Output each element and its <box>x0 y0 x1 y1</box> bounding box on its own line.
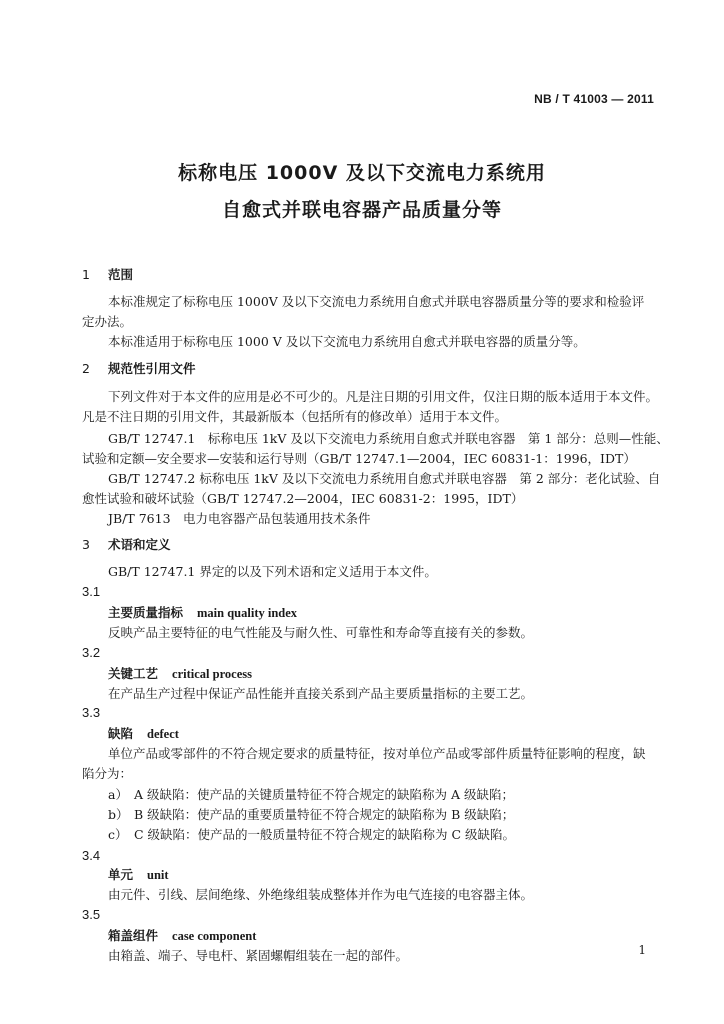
page-number: 1 <box>638 943 646 957</box>
term-3-3-en: defect <box>147 727 179 741</box>
section-2-number: 2 <box>82 361 90 376</box>
list-marker: b） <box>108 807 129 822</box>
document-title-line1: 标称电压 1000V 及以下交流电力系统用 <box>178 162 546 184</box>
reference-1-line1: GB/T 12747.1 标称电压 1kV 及以下交流电力系统用自愈式并联电容器 第 1 部分：总则—性能、 <box>108 431 669 446</box>
term-3-5-en: case component <box>172 929 257 943</box>
section-2-para1-line1: 下列文件对于本文件的应用是必不可少的。凡是注日期的引用文件，仅注日期的版本适用于本文件。 <box>108 389 659 404</box>
term-3-1-cn: 主要质量指标 <box>108 605 184 620</box>
term-3-3-definition-line1: 单位产品或零部件的不符合规定要求的质量特征，按对单位产品或零部件质量特征影响的程度，缺 <box>108 746 646 761</box>
section-3-number: 3 <box>82 537 90 552</box>
term-3-4-definition: 由元件、引线、层间绝缘、外绝缘组装成整体并作为电气连接的电容器主体。 <box>108 887 534 902</box>
document-title-line2: 自愈式并联电容器产品质量分等 <box>221 199 502 221</box>
section-1-para1-line2: 定办法。 <box>82 314 133 329</box>
section-3-title: 术语和定义 <box>108 537 171 552</box>
term-3-5-definition: 由箱盖、端子、导电杆、紧固螺帽组装在一起的部件。 <box>108 948 409 963</box>
section-2-para1-line2: 凡是不注日期的引用文件，其最新版本（包括所有的修改单）适用于本文件。 <box>82 409 508 424</box>
term-3-3-heading <box>108 725 179 743</box>
defect-item-b <box>108 806 514 824</box>
section-1-para2: 本标准适用于标称电压 1000 V 及以下交流电力系统用自愈式并联电容器的质量分等。 <box>108 334 586 349</box>
reference-1-line2: 试验和定额—安全要求—安装和运行导则（GB/T 12747.1—2004，IEC 60831-1：1996，IDT） <box>82 451 636 466</box>
reference-2-line1: GB/T 12747.2 标称电压 1kV 及以下交流电力系统用自愈式并联电容器 第 2 部分：老化试验、自 <box>108 471 661 486</box>
reference-3: JB/T 7613 电力电容器产品包装通用技术条件 <box>108 511 371 526</box>
term-3-5-cn: 箱盖组件 <box>108 928 159 943</box>
term-3-2-cn: 关键工艺 <box>108 666 159 681</box>
term-3-1-en: main quality index <box>197 606 298 620</box>
standard-code: NB / T 41003 — 2011 <box>534 92 654 106</box>
term-3-1-heading <box>108 604 297 622</box>
term-3-2-definition: 在产品生产过程中保证产品性能并直接关系到产品主要质量指标的主要工艺。 <box>108 686 534 701</box>
term-3-1-number: 3.1 <box>82 584 101 599</box>
list-marker: c） <box>108 827 128 842</box>
list-item-text: B 级缺陷：使产品的重要质量特征不符合规定的缺陷称为 B 级缺陷； <box>134 807 515 822</box>
term-3-4-cn: 单元 <box>108 867 134 882</box>
list-item-text: A 级缺陷：使产品的关键质量特征不符合规定的缺陷称为 A 级缺陷； <box>134 787 514 802</box>
term-3-3-definition-line2: 陷分为： <box>82 766 133 781</box>
term-3-2-number: 3.2 <box>82 645 101 660</box>
term-3-4-heading <box>108 866 169 884</box>
term-3-5-heading <box>108 927 256 945</box>
term-3-2-heading <box>108 665 252 683</box>
term-3-5-number: 3.5 <box>82 907 101 922</box>
defect-item-a <box>108 786 514 804</box>
section-3-heading <box>82 536 171 554</box>
term-3-4-number: 3.4 <box>82 848 101 863</box>
section-1-para1-line1: 本标准规定了标称电压 1000V 及以下交流电力系统用自愈式并联电容器质量分等的要求和检验评 <box>108 294 645 309</box>
term-3-3-number: 3.3 <box>82 705 101 720</box>
term-3-4-en: unit <box>147 868 169 882</box>
term-3-3-cn: 缺陷 <box>108 726 134 741</box>
section-1-number: 1 <box>82 267 90 282</box>
term-3-2-en: critical process <box>172 667 252 681</box>
section-2-title: 规范性引用文件 <box>108 361 196 376</box>
defect-item-c <box>108 826 515 844</box>
list-item-text: C 级缺陷：使产品的一般质量特征不符合规定的缺陷称为 C 级缺陷。 <box>134 827 516 842</box>
list-marker: a） <box>108 787 128 802</box>
section-1-title: 范围 <box>108 267 134 282</box>
term-3-1-definition: 反映产品主要特征的电气性能及与耐久性、可靠性和寿命等直接有关的参数。 <box>108 625 534 640</box>
section-1-heading <box>82 266 133 284</box>
section-3-intro: GB/T 12747.1 界定的以及下列术语和定义适用于本文件。 <box>108 564 437 579</box>
reference-2-line2: 愈性试验和破坏试验（GB/T 12747.2—2004，IEC 60831-2：1995，IDT） <box>82 491 524 506</box>
section-2-heading <box>82 360 196 378</box>
